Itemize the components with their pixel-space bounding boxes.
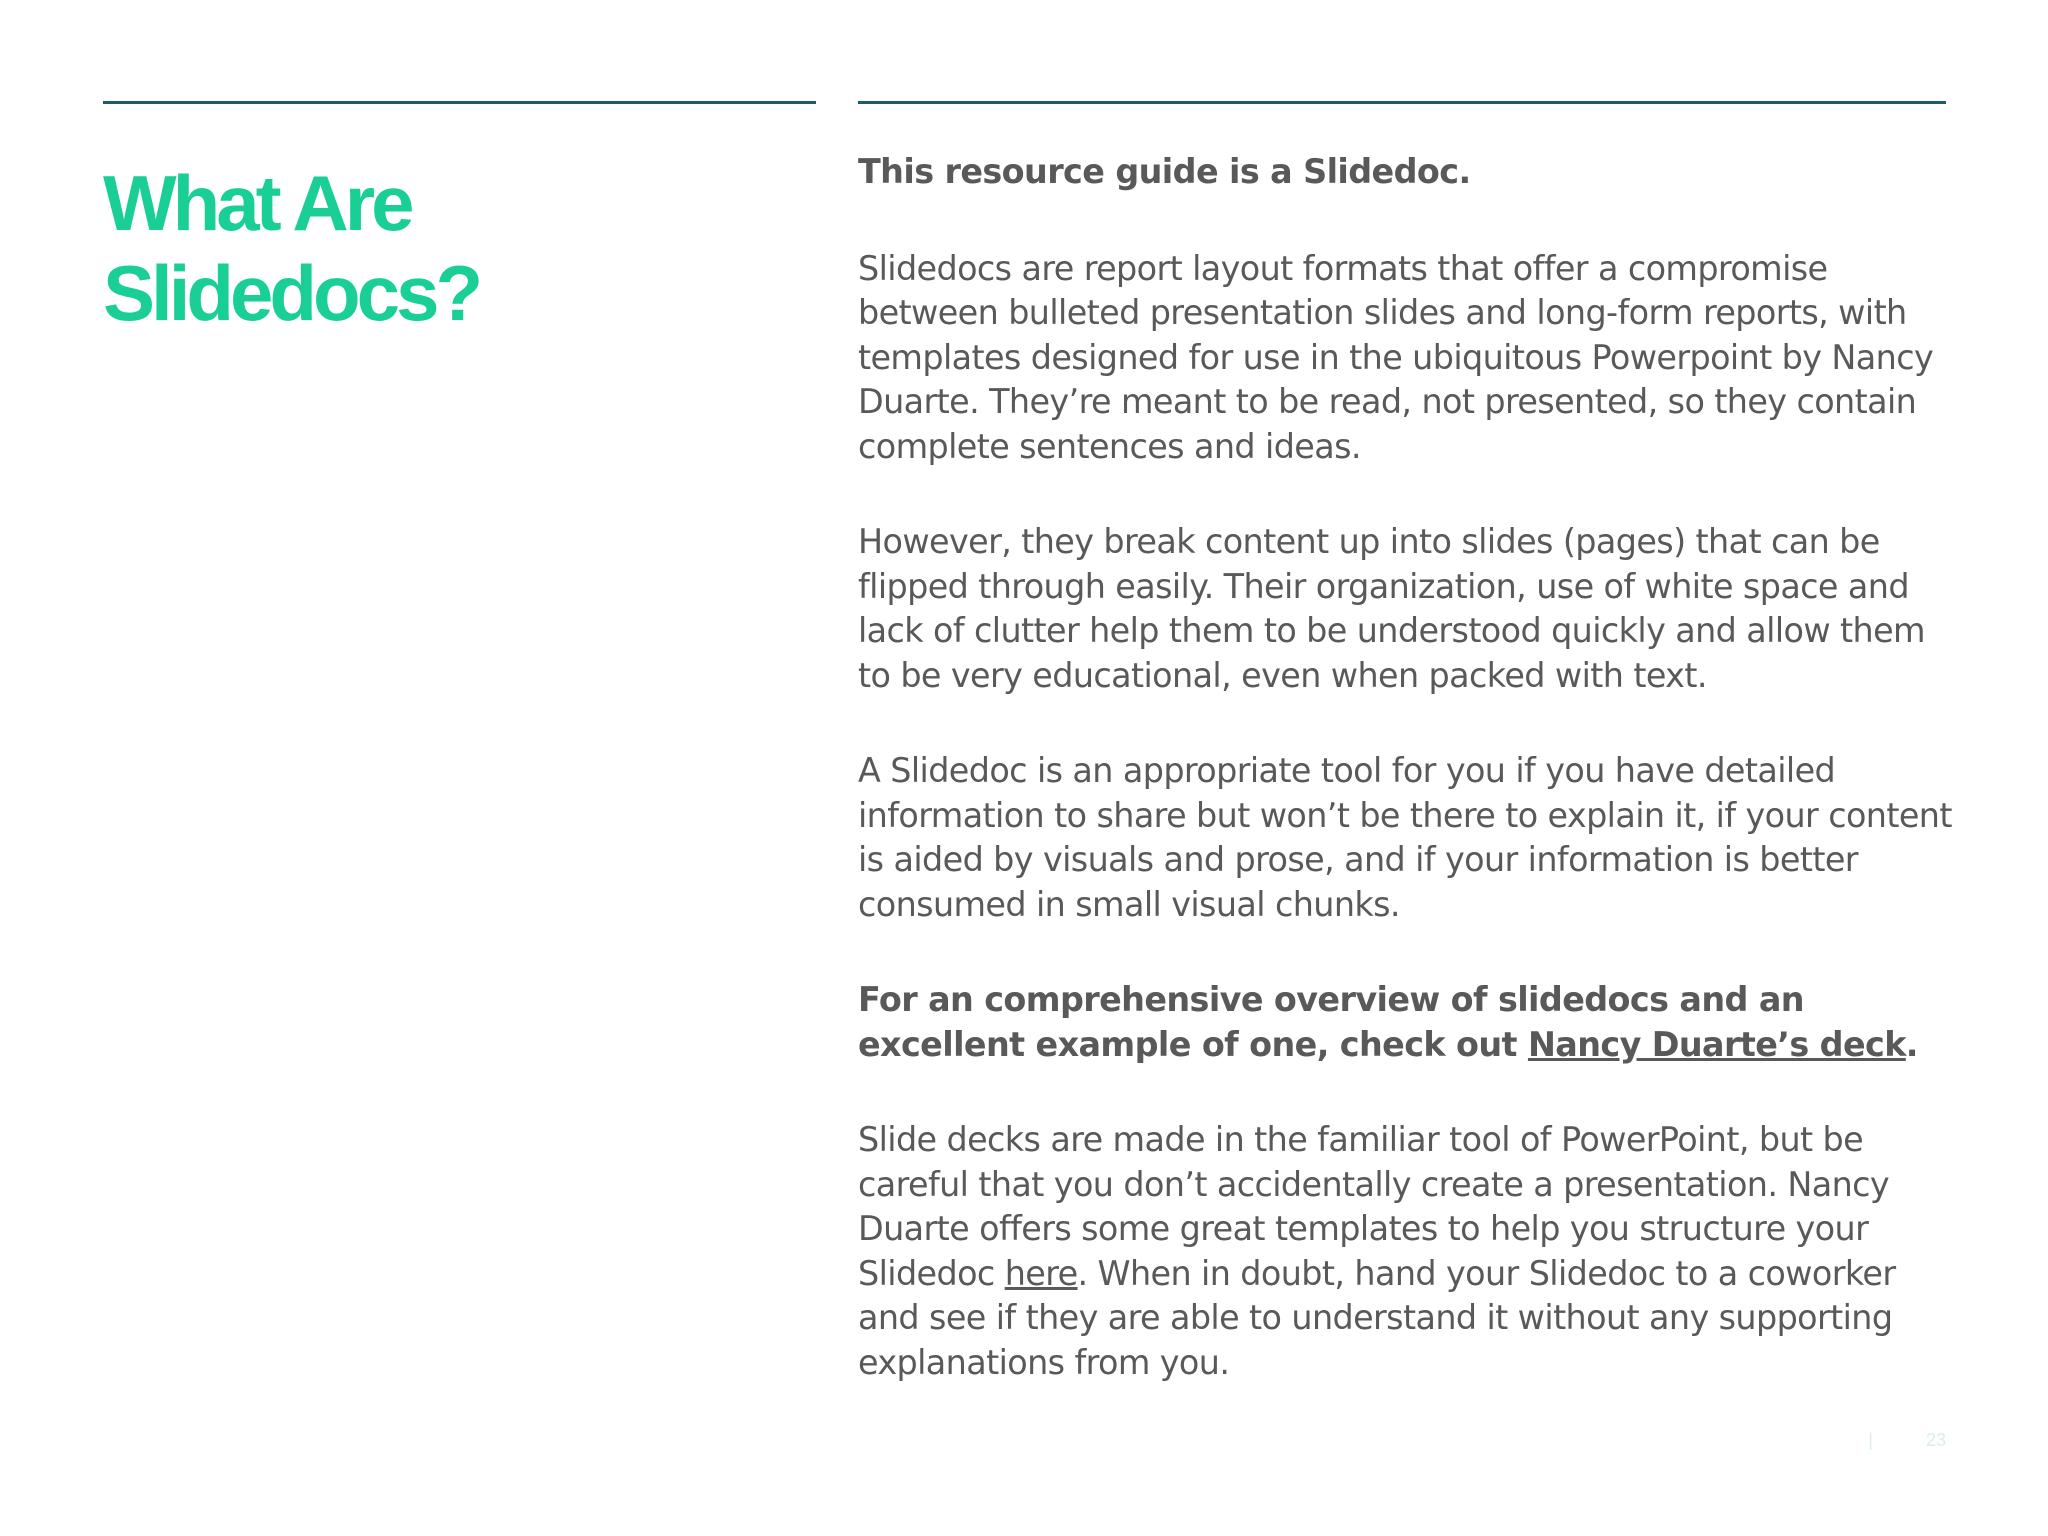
title-line-2: Slidedocs? bbox=[103, 249, 480, 337]
templates-text-end: . When in doubt, hand your Slidedoc to a coworker and see if they are able to understand it without any supporting explanations from you. bbox=[858, 1253, 1896, 1382]
page-number: 23 bbox=[1925, 1430, 1946, 1450]
body-text-column bbox=[858, 150, 1958, 1385]
templates-here-link[interactable]: here bbox=[1004, 1253, 1078, 1293]
right-header-rule bbox=[858, 101, 1946, 104]
lead-sentence: This resource guide is a Slidedoc. bbox=[858, 152, 1471, 191]
footer-separator: | bbox=[1868, 1430, 1873, 1450]
paragraph-when-to-use: A Slidedoc is an appropriate tool for you if you have detailed information to share but won’t be there to explain it, if your content is aided by visuals and prose, and if your information is better consumed in small visual chunks. bbox=[858, 751, 1952, 924]
page-footer bbox=[1868, 1430, 1946, 1451]
overview-period: . bbox=[1905, 1024, 1918, 1064]
overview-text: For an comprehensive overview of slidedocs and an excellent example of one, check out bbox=[858, 980, 1804, 1064]
paragraph-benefits: However, they break content up into slides (pages) that can be flipped through easily. Their organization, use of white space and lack of clutter help them to be understood quickly and allow them to be very educational, even when packed with text. bbox=[858, 522, 1925, 695]
nancy-duarte-deck-link[interactable]: Nancy Duarte’s deck bbox=[1527, 1024, 1906, 1064]
paragraph-overview bbox=[858, 978, 1958, 1067]
paragraph-definition: Slidedocs are report layout formats that offer a compromise between bulleted presentation slides and long-form reports, with templates designed for use in the ubiquitous Powerpoint by Nancy Duarte. They’re meant to be read, not presented, so they contain complete sentences and ideas. bbox=[858, 248, 1934, 466]
title-line-1: What Are bbox=[103, 159, 411, 247]
paragraph-templates bbox=[858, 1118, 1958, 1385]
templates-text-start: Slide decks are made in the familiar tool of PowerPoint, but be careful that you don’t accidentally create a presentation. Nancy Duarte offers some great templates to help you structure your Slidedoc bbox=[858, 1120, 1890, 1293]
page-title bbox=[103, 158, 479, 338]
left-header-rule bbox=[103, 101, 816, 104]
